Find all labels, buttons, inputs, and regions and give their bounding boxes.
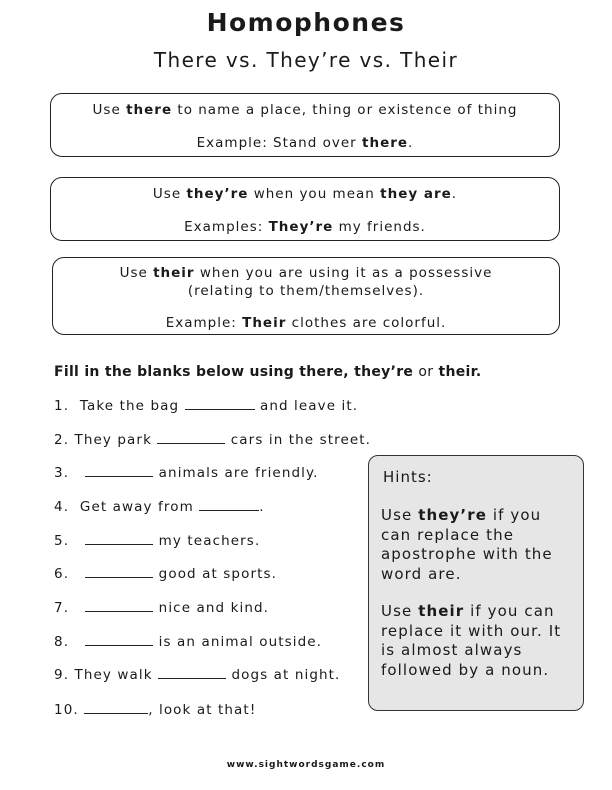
question-1: 1. Take the bag and leave it.	[54, 398, 359, 414]
rule-box-their	[52, 257, 560, 335]
hints-panel	[368, 455, 584, 711]
hints-title: Hints:	[383, 468, 433, 486]
question-7: 7. nice and kind.	[54, 600, 270, 616]
question-9: 9. They walk dogs at night.	[54, 667, 341, 683]
rule-example: Examples: They’re my friends.	[184, 219, 426, 235]
answer-blank[interactable]	[85, 601, 153, 612]
keyword: they’re	[186, 186, 249, 202]
answer-blank[interactable]	[84, 703, 148, 714]
answer-blank[interactable]	[85, 567, 153, 578]
answer-blank[interactable]	[157, 433, 225, 444]
keyword: there	[362, 135, 409, 151]
question-5: 5. my teachers.	[54, 533, 261, 549]
question-8: 8. is an animal outside.	[54, 634, 323, 650]
answer-blank[interactable]	[85, 635, 153, 646]
answer-blank[interactable]	[199, 500, 259, 511]
keyword: Their	[242, 315, 287, 331]
page-subtitle: There vs. They’re vs. Their	[153, 48, 459, 72]
keyword: they are	[380, 186, 452, 202]
rule-example: Example: Stand over there.	[196, 135, 414, 151]
keyword: They’re	[268, 219, 334, 235]
answer-blank[interactable]	[158, 668, 226, 679]
rule-text: Use there to name a place, thing or existence of thing	[92, 102, 518, 118]
hint-theyre: Use they’re if you can replace the apostrophe with the word are.	[381, 506, 553, 583]
keyword: there	[126, 102, 173, 118]
rule-example: Example: Their clothes are colorful.	[165, 315, 447, 331]
rule-text-continued: (relating to them/themselves).	[187, 283, 425, 299]
question-4: 4. Get away from .	[54, 499, 265, 515]
rule-text: Use they’re when you mean they are.	[152, 186, 458, 202]
footer-url: www.sightwordsgame.com	[226, 760, 386, 770]
question-10: 10. , look at that!	[54, 702, 257, 718]
rule-text: Use their when you are using it as a possessive	[119, 265, 493, 281]
question-6: 6. good at sports.	[54, 566, 278, 582]
question-3: 3. animals are friendly.	[54, 465, 319, 481]
question-2: 2. They park cars in the street.	[54, 432, 372, 448]
rule-box-theyre	[50, 177, 560, 241]
hint-their: Use their if you can replace it with our. It is almost always followed by a noun.	[381, 602, 562, 679]
keyword: their	[153, 265, 195, 281]
keyword: their	[418, 602, 465, 620]
instructions: Fill in the blanks below using there, they’re or their.	[54, 364, 482, 380]
answer-blank[interactable]	[85, 534, 153, 545]
keyword: they’re	[418, 506, 487, 524]
answer-blank[interactable]	[185, 399, 255, 410]
page-title: Homophones	[206, 8, 406, 37]
rule-box-there	[50, 93, 560, 157]
answer-blank[interactable]	[85, 466, 153, 477]
